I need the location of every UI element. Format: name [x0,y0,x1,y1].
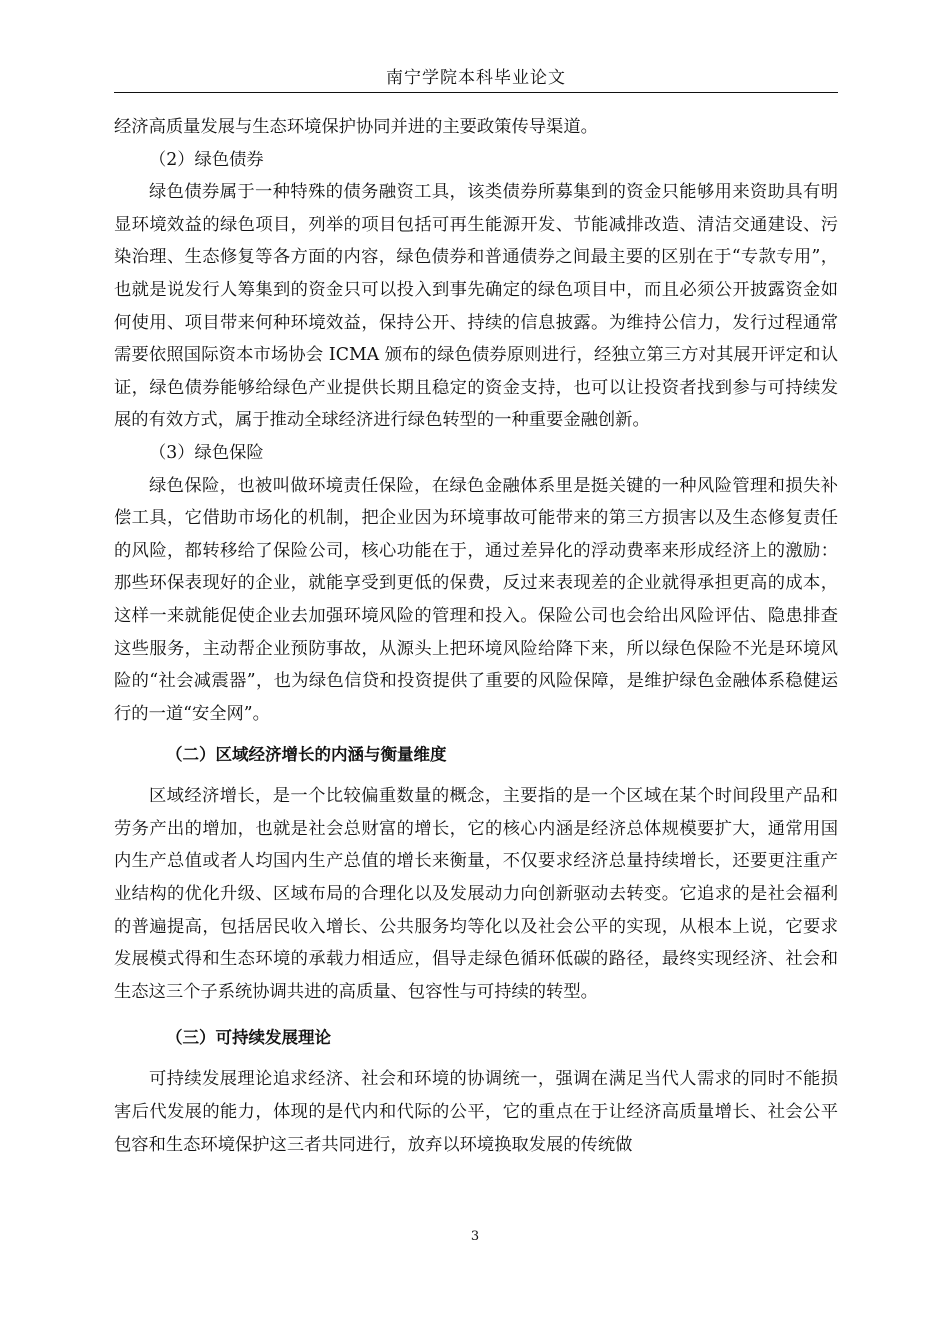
spacer [114,1054,838,1063]
page-number: 3 [470,1229,480,1244]
paragraph-green-bonds: 绿色债券属于一种特殊的债务融资工具，该类债券所募集到的资金只能够用来资助具有明显环境效益的绿色项目，列举的项目包括可再生能源开发、节能减排改造、清洁交通建设、污染治理、生态修复等各方面的内容，绿色债券和普通债券之间最主要的区别在于“专款专用”，也就是说发行人筹集到的资金只可以投入到事先确定的绿色项目中，而且必须公开披露资金如何使用、项目带来何种环境效益，保持公开、持续的信息披露。为维持公信力，发行过程通常需要依照国际资本市场协会 ICMA 颁布的绿色债券原则进行，经独立第三方对其展开评定和认证，绿色债券能够给绿色产业提供长期且稳定的资金支持，也可以让投资者找到参与可持续发展的有效方式，属于推动全球经济进行绿色转型的一种重要金融创新。 [114,182,838,431]
paragraph-green-insurance: 绿色保险，也被叫做环境责任保险，在绿色金融体系里是挺关键的一种风险管理和损失补偿工具，它借助市场化的机制，把企业因为环境事故可能带来的第三方损害以及生态修复责任的风险，都转移给了保险公司，核心功能在于，通过差异化的浮动费率来形成经济上的激励：那些环保表现好的企业，就能享受到更低的保费，反过来表现差的企业就得承担更高的成本，这样一来就能促使企业去加强环境风险的管理和投入。保险公司也会给出风险评估、隐患排查这些服务，主动帮企业预防事故，从源头上把环境风险给降下来，所以绿色保险不光是环境风险的“社会减震器”，也为绿色信贷和投资提供了重要的风险保障，是维护绿色金融体系稳健运行的一道“安全网”。 [114,475,838,724]
spacer [114,771,838,780]
body-text [114,111,838,1161]
section-heading-sustainable-development: （三）可持续发展理论 [166,1028,331,1048]
spacer [114,730,838,739]
paragraph-regional-growth: 区域经济增长，是一个比较偏重数量的概念，主要指的是一个区域在某个时间段里产品和劳务产出的增加，也就是社会总财富的增长，它的核心内涵是经济总体规模要扩大，通常用国内生产总值或者人均国内生产总值的增长来衡量，不仅要求经济总量持续增长，还要更注重产业结构的优化升级、区域布局的合理化以及发展动力向创新驱动去转变。它追求的是社会福利的普遍提高，包括居民收入增长、公共服务均等化以及社会公平的实现，从根本上说，它要求发展模式得和生态环境的承载力相适应，倡导走绿色循环低碳的路径，最终实现经济、社会和生态这三个子系统协调共进的高质量、包容性与可持续的转型。 [114,786,838,1002]
running-header: 南宁学院本科毕业论文 [386,68,566,88]
section-heading-regional-growth: （二）区域经济增长的内涵与衡量维度 [166,745,447,765]
paragraph-continuation: 经济高质量发展与生态环境保护协同并进的主要政策传导渠道。 [114,117,598,137]
spacer [114,1008,838,1022]
subheading-green-insurance: （3）绿色保险 [149,442,264,463]
header-rule [114,92,838,93]
subheading-green-bonds: （2）绿色债券 [149,149,264,170]
paragraph-sustainable-development: 可持续发展理论追求经济、社会和环境的协调统一，强调在满足当代人需求的同时不能损害后代发展的能力，体现的是代内和代际的公平，它的重点在于让经济高质量增长、社会公平包容和生态环境保护这三者共同进行，放弃以环境换取发展的传统做 [114,1069,838,1155]
